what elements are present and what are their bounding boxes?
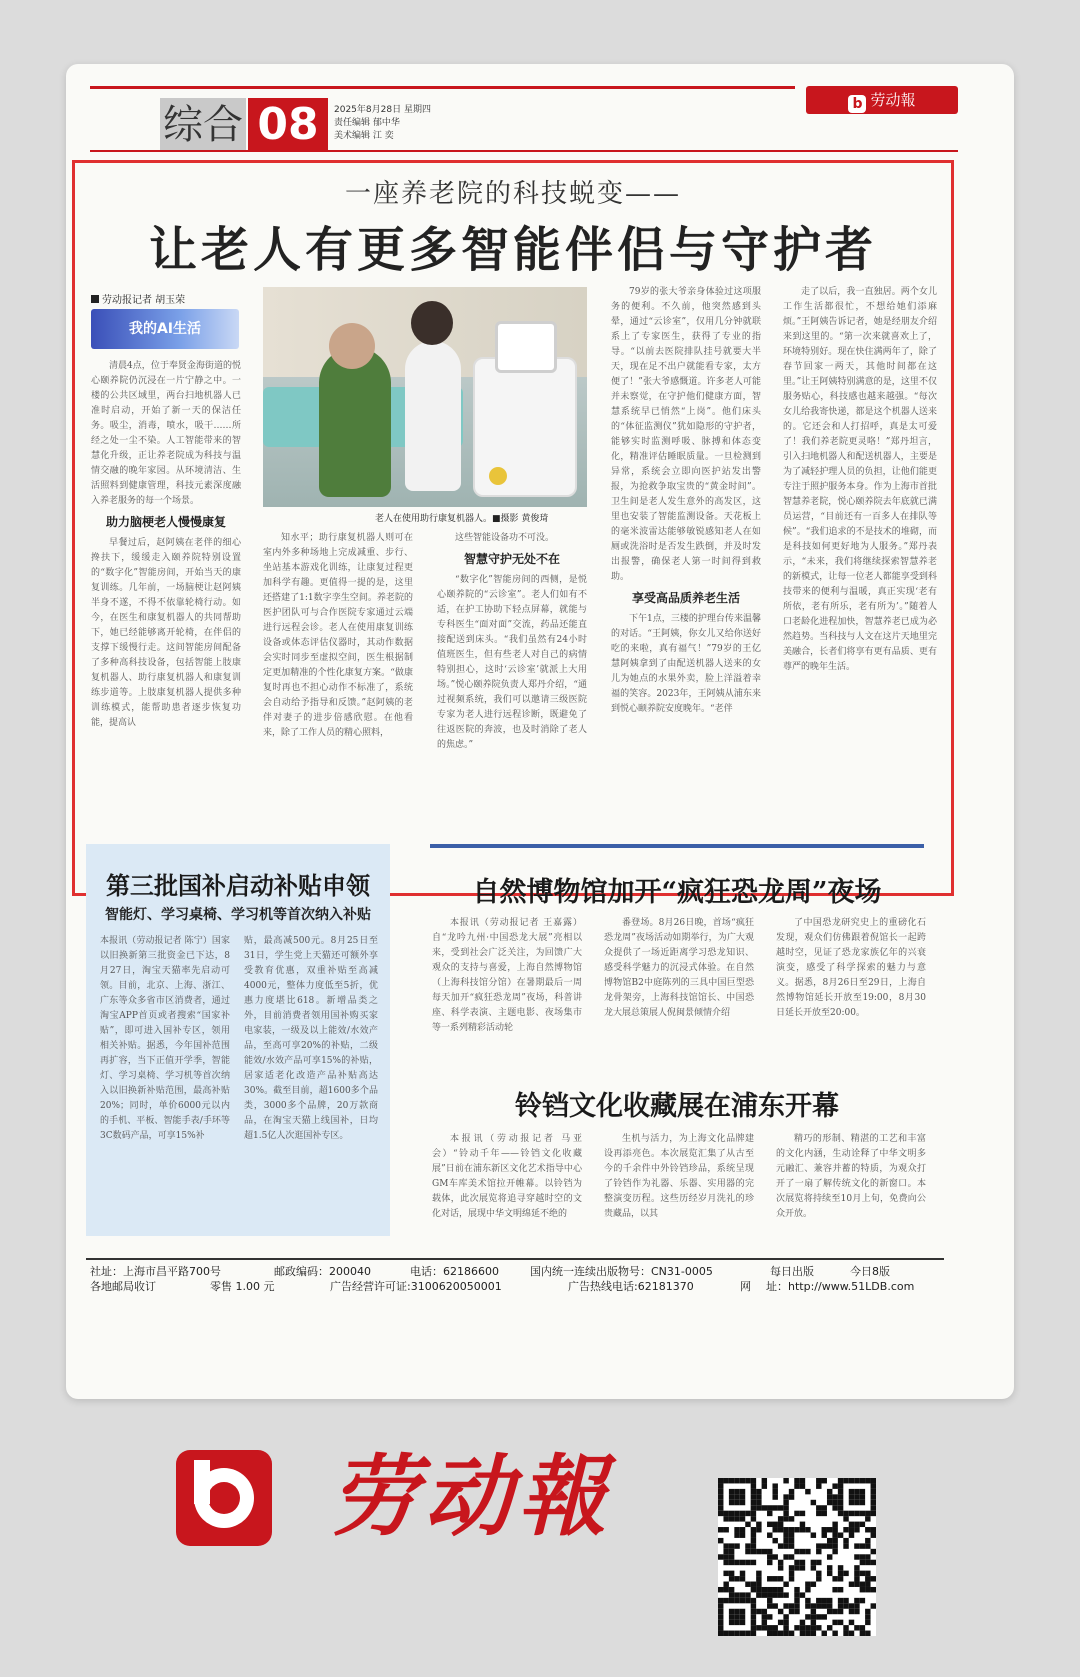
paragraph: 精巧的形制、精湛的工艺和丰富的文化内涵，生动诠释了中华文明多元融汇、兼容并蓄的特质，为观众打开了一扇了解传统文化的新窗口。本次展览将持续至10月上旬，免费向公众开放。 — [776, 1134, 926, 1219]
lead-column-2 — [263, 531, 413, 889]
brand-logo-text: 劳动報 — [330, 1444, 613, 1548]
brand-b-icon — [176, 1450, 272, 1546]
lead-column-5 — [783, 285, 937, 889]
paragraph: 这些智能设备功不可没。 — [455, 533, 555, 543]
page-number: 08 — [248, 98, 328, 152]
bells-column-1 — [432, 1132, 582, 1244]
bullet-square-icon — [91, 295, 99, 303]
section-rule — [430, 844, 924, 848]
paragraph: 下午1点，三楼的护理台传来温馨的对话。“王阿姨，你女儿又给你送好吃的来啦，真有福气！”79岁的王亿慧阿姨拿到了由配送机器人送来的女儿为她点的水果外卖，脸上洋溢着幸福的笑容。2023年，王阿姨从浦东来到悦心颐养院安度晚年。“老伴 — [611, 614, 761, 714]
masthead-underline — [90, 150, 958, 152]
lead-photo — [263, 287, 587, 507]
qr-code-icon[interactable] — [718, 1478, 876, 1636]
footer-pages: 今日8版 — [850, 1265, 890, 1278]
masthead-logo — [806, 86, 958, 114]
art-editor: 美术编辑 江 奕 — [334, 131, 394, 141]
footer-subscribe: 各地邮局收订 — [90, 1280, 156, 1293]
footer-ad-hotline: 广告热线电话:62181370 — [568, 1280, 694, 1293]
masthead-meta — [334, 104, 431, 143]
paragraph: 本报讯（劳动报记者 王嘉露）自“龙吟九州·中国恐龙大展”亮相以来，受到社会广泛关注，为回馈广大观众的支持与喜爱，上海自然博物馆（上海科技馆分馆）在暑期最后一周每天加开“疯狂恐龙周”夜场，科普讲座、科学表演、主题电影、夜场集市等一系列精彩活动轮 — [432, 918, 582, 1033]
lead-column-4 — [611, 285, 761, 889]
footer-address: 社址：上海市昌平路700号 — [90, 1265, 221, 1278]
imprint-footer — [90, 1264, 948, 1294]
photo-caption: 老人在使用助行康复机器人。■摄影 黄俊琦 — [375, 514, 549, 524]
bells-column-3 — [776, 1132, 926, 1244]
lead-kicker: 一座养老院的科技蜕变—— — [344, 179, 681, 209]
subhead-quality: 享受高品质养老生活 — [631, 591, 740, 605]
paragraph: 了中国恐龙研究史上的重磅化石发现，观众们仿佛跟着倪馆长一起跨越时空，见证了恐龙家族亿年的兴衰演变，感受了科学探索的魅力与意义。据悉，8月26日至29日，上海自然博物馆延长开放至19:00，8月30日延长开放至20:00。 — [776, 918, 926, 1018]
responsible-editor: 责任编辑 郁中华 — [334, 118, 400, 128]
masthead-paper-name: 劳动報 — [870, 91, 916, 109]
lead-byline: 劳动报记者 胡玉荣 — [91, 291, 185, 306]
subsidy-story — [86, 844, 390, 1236]
subsidy-title: 第三批国补启动补贴申领 — [106, 871, 370, 900]
dino-column-1 — [432, 916, 582, 1066]
footer-phone: 电话：62186600 — [410, 1265, 499, 1278]
footer-price: 零售 1.00 元 — [210, 1280, 275, 1293]
lead-headline: 让老人有更多智能伴侣与守护者 — [148, 222, 877, 278]
paragraph: 本报讯（劳动报记者 马亚会）“铃动千年——铃铛文化收藏展”日前在浦东新区文化艺术指导中心GM车库美术馆拉开帷幕。以铃铛为载体，此次展览将追寻穿越时空的文化对话，展现中华文明绵延不绝的 — [432, 1134, 582, 1219]
dino-title: 自然博物馆加开“疯狂恐龙周”夜场 — [472, 877, 882, 908]
subsidy-column-1 — [100, 934, 230, 1226]
subhead-rehab: 助力脑梗老人慢慢康复 — [105, 515, 226, 529]
subsidy-subtitle: 智能灯、学习桌椅、学习机等首次纳入补贴 — [105, 907, 371, 923]
lead-column-1 — [91, 359, 241, 889]
issue-date: 2025年8月28日 星期四 — [334, 105, 431, 115]
footer-postcode: 邮政编码：200040 — [274, 1265, 371, 1278]
paragraph: 走了以后，我一直独居。两个女儿工作生活都很忙，不想给她们添麻烦。”王阿姨告诉记者，她是经朋友介绍来到这里的。“第一次来就喜欢上了，环境特别好。现在快住满两年了，除了春节回家一两天，其他时间都在这里。”让王阿姨特别满意的是，这里不仅服务贴心，科技感也越来越强。“每次女儿给我寄快递，都是这个机器人送来的。它还会和人打招呼，真是太可爱了！我们养老院更灵咯！”郑丹坦言，引入扫地机器人和配送机器人，主要是为了减轻护理人员的负担，让他们能更专注于照护服务本身。作为上海市首批智慧养老院，悦心颐养院去年底就已满员运营，“目前还有一百多人在排队等候”。“我们追求的不是技术的堆砌，而是科技如何更好地为人服务。”郑丹表示，“未来，我们将继续探索智慧养老的新模式，让每一位老人都能享受到科技带来的便利与温暖，真正实现‘老有所依，老有所乐，老有所为’。”随着人口老龄化进程加快，智慧养老已成为必然趋势。当科技与人文在这片天地里完美融合，长者们将享有更有品质、更有尊严的晚年生活。 — [783, 287, 937, 672]
dino-column-3 — [776, 916, 926, 1066]
footer-rule — [86, 1258, 944, 1260]
subsidy-column-2 — [244, 934, 378, 1226]
section-name: 综合 — [160, 98, 246, 152]
masthead-rule — [90, 86, 795, 89]
subhead-guard: 智慧守护无处不在 — [463, 552, 560, 566]
footer-ad-license: 广告经营许可证:3100620050001 — [330, 1280, 502, 1293]
paragraph: 番登场。8月26日晚，首场“疯狂恐龙周”夜场活动如期举行，为广大观众提供了一场近距离学习恐龙知识、感受科学魅力的沉浸式体验。在自然博物馆B2中庭陈列的三具中国巨型恐龙骨架旁，上海科技馆馆长、中国恐龙大展总策展人倪闽景倾情介绍 — [604, 918, 754, 1018]
paragraph: 79岁的张大爷亲身体验过这项服务的便利。不久前，他突然感到头晕，通过“云诊室”，仅用几分钟就联系上了专家医生，获得了专业的指导。“以前去医院排队挂号就要大半天，现在足不出户就能看专家，太方便了！”张大爷感慨道。许多老人可能并未察觉，在守护他们健康方面，智慧系统早已悄然“上岗”。他们床头的“体征监测仪”犹如隐形的守护者，能够实时监测呼吸、脉搏和体态变化，精准评估睡眠质量。一旦检测到异常，系统会立即向医护站发出警报，为抢救争取宝贵的“黄金时间”。卫生间是老人发生意外的高发区，这里也安装了智能监测设备。天花板上的毫米波雷达能够敏锐感知老人在如厕或洗浴时是否发生跌倒，并及时发出报警，确保老人第一时间得到救助。 — [611, 287, 761, 582]
lead-story — [72, 160, 954, 896]
paragraph: 贴，最高减500元。8月25日至31日，学生党上天猫还可额外享受教育优惠，双重补贴至高减4000元，整体力度低至5折，优惠力度堪比618。新增品类之外，目前消费者领用国补购买家电家装，一级及以上能效/水效产品，至高可享20%的补贴，二级能效/水效产品可享15%的补贴，居家适老化改造产品补贴高达30%。截至目前，超1600多个品类，3000多个品牌，20万款商品，在淘宝天猫上线国补，日均超1.5亿人次逛国补专区。 — [244, 936, 378, 1141]
paragraph: 本报讯（劳动报记者 陈宁）国家以旧换新第三批资金已下达，8月27日，淘宝天猫率先启动可领。目前，北京、上海、浙江、广东等众多省市区消费者，通过淘宝APP首页或者搜索“国家补贴”，即可进入国补专区，领用相关补贴。据悉，今年国补范围再扩容，当下正值开学季，智能灯、学习桌椅、学习机等首次纳入以旧换新补贴范围，最高补贴20%；同时，单价6000元以内的手机、平板、智能手表/手环等3C数码产品，可享15%补 — [100, 936, 230, 1141]
paragraph: 生机与活力，为上海文化品牌建设再添亮色。本次展览汇集了从古至今的千余件中外铃铛珍品，系统呈现了铃铛作为礼器、乐器、实用器的完整演变历程。这些历经岁月洗礼的珍贵藏品，以其 — [604, 1134, 754, 1219]
column-banner: 我的AI生活 — [91, 309, 239, 349]
paragraph: “数字化”智能房间的西侧，是悦心颐养院的“云诊室”。老人们如有不适，在护工协助下轻点屏幕，就能与专科医生“面对面”交流，药品还能直接配送到床头。“我们虽然有24小时值班医生，但有些老人对自己的病情特别担心，这时‘云诊室’就派上大用场。”悦心颐养院负责人郑丹介绍，“通过视频系统，我们可以邀请三级医院专家为老人进行远程诊断，既避免了往返医院的奔波，也及时消除了老人的焦虑。” — [437, 575, 587, 750]
footer-web: 址：http://www.51LDB.com — [766, 1280, 915, 1293]
footer-daily: 每日出版 — [770, 1265, 814, 1278]
dino-column-2 — [604, 916, 754, 1066]
footer-cn: 国内统一连续出版物号：CN31-0005 — [530, 1265, 713, 1278]
lead-column-3 — [437, 531, 587, 889]
logo-b-icon: b — [848, 95, 866, 113]
bells-title: 铃铛文化收藏展在浦东开幕 — [515, 1091, 839, 1122]
paragraph: 清晨4点，位于奉贤金海街道的悦心颐养院仍沉浸在一片宁静之中。一楼的公共区域里，两台扫地机器人已准时启动，开始了新一天的保洁任务。吸尘，消毒，喷水，吸干……所经之处一尘不染。人工智能带来的智慧化升级，正让养老院成为科技与温情交融的晚年家园。从环境清洁、生活照料到健康管理，科技元素深度融入养老服务的每一个场景。 — [91, 361, 241, 506]
paragraph: 知水平；助行康复机器人则可在室内外多种场地上完成减重、步行、坐站基本游戏化训练，让康复过程更加科学有趣。更值得一提的是，这里还搭建了1:1数字孪生空间。养老院的医护团队可与合作医院专家通过云端进行远程会诊。老人在使用康复训练设备或体态评估仪器时，其动作数据会实时同步至虚拟空间，医生根据制定更加精准的个性化康复方案。“做康复时再也不担心动作不标准了，系统会自动给予指导和反馈。”赵阿姨的老伴对妻子的进步倍感欣慰。在他看来，除了工作人员的精心照料， — [263, 533, 413, 738]
footer-web-label: 网 — [740, 1280, 751, 1293]
newspaper-page — [66, 64, 1014, 1399]
bells-column-2 — [604, 1132, 754, 1244]
paragraph: 早餐过后，赵阿姨在老伴的细心搀扶下，缓缓走入颐养院特别设置的“数字化”智能房间，开始当天的康复训练。几年前，一场脑梗让赵阿姨半身不遂，不得不依靠轮椅行动。如今，在医生和康复机器人的共同帮助下，她已经能够离开轮椅，在伴侣的支撑下缓慢行走。这间智能房间配备了多种高科技设备，包括智能上肢康复机器人、助行康复机器人和康复训练步道等。上肢康复机器人提供多种训练模式，能帮助患者逐步恢复功能，提高认 — [91, 538, 241, 728]
